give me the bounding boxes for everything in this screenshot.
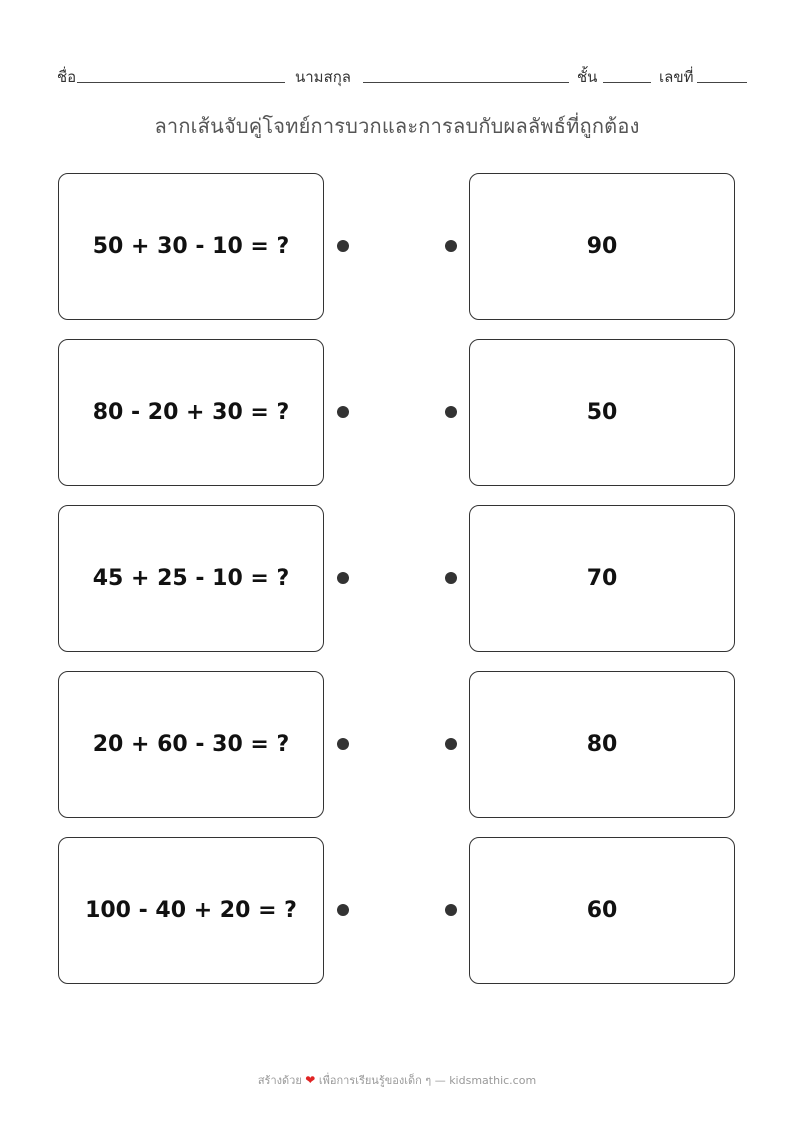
answer-connector-dot[interactable] — [445, 904, 457, 916]
answer-connector-dot[interactable] — [445, 240, 457, 252]
problem-card[interactable]: 20 + 60 - 30 = ? — [58, 671, 324, 818]
surname-field[interactable] — [363, 82, 569, 83]
class-label: ชั้น — [577, 68, 598, 86]
class-field[interactable] — [603, 82, 651, 83]
problem-connector-dot[interactable] — [337, 406, 349, 418]
number-label: เลขที่ — [659, 68, 694, 86]
answer-card[interactable]: 70 — [469, 505, 735, 652]
worksheet-title: ลากเส้นจับคู่โจทย์การบวกและการลบกับผลลัพธ์ที่ถูกต้อง — [154, 114, 640, 138]
problem-card[interactable]: 45 + 25 - 10 = ? — [58, 505, 324, 652]
problem-connector-dot[interactable] — [337, 240, 349, 252]
answer-connector-dot[interactable] — [445, 406, 457, 418]
heart-icon: ❤ — [305, 1073, 316, 1087]
problem-card[interactable]: 80 - 20 + 30 = ? — [58, 339, 324, 486]
problem-connector-dot[interactable] — [337, 738, 349, 750]
problem-connector-dot[interactable] — [337, 904, 349, 916]
footer-made-with: สร้างด้วย — [257, 1074, 302, 1087]
answer-connector-dot[interactable] — [445, 738, 457, 750]
surname-label: นามสกุล — [295, 68, 351, 86]
name-label: ชื่อ — [57, 68, 77, 86]
problem-card[interactable]: 50 + 30 - 10 = ? — [58, 173, 324, 320]
answer-connector-dot[interactable] — [445, 572, 457, 584]
problem-card[interactable]: 100 - 40 + 20 = ? — [58, 837, 324, 984]
footer-text: เพื่อการเรียนรู้ของเด็ก ๆ — kidsmathic.com — [318, 1074, 537, 1087]
number-field[interactable] — [697, 82, 747, 83]
problem-connector-dot[interactable] — [337, 572, 349, 584]
student-info-header — [57, 62, 747, 86]
answer-card[interactable]: 90 — [469, 173, 735, 320]
answer-card[interactable]: 50 — [469, 339, 735, 486]
answer-card[interactable]: 60 — [469, 837, 735, 984]
footer-credit — [0, 1071, 794, 1089]
name-field[interactable] — [77, 82, 285, 83]
answer-card[interactable]: 80 — [469, 671, 735, 818]
